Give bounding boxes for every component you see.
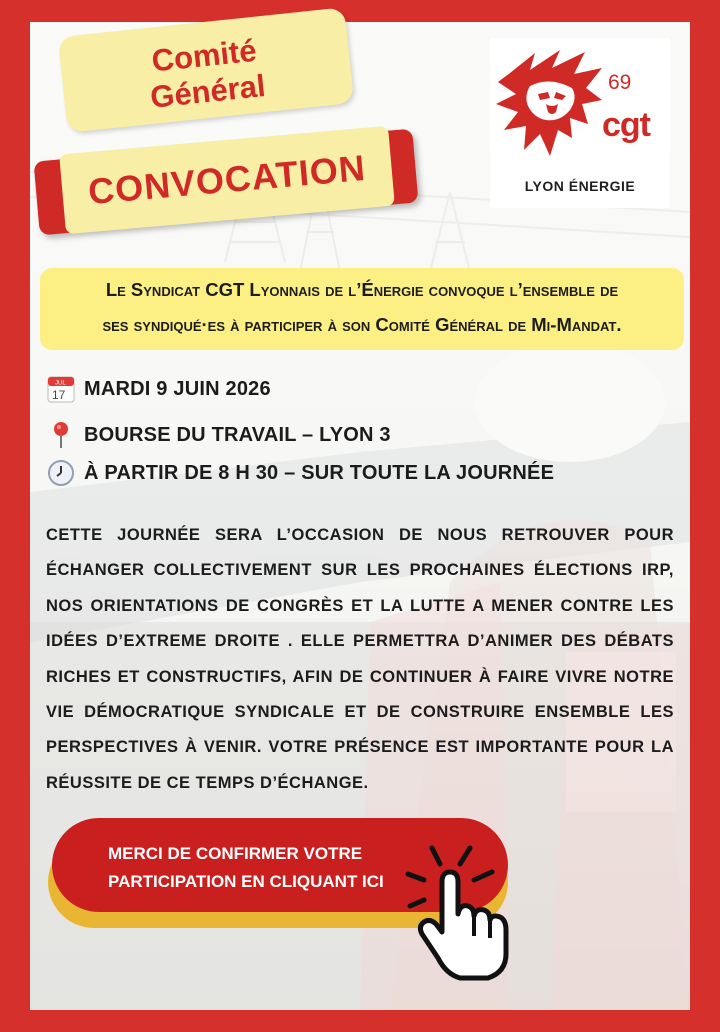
cta-line-2: PARTICIPATION EN CLIQUANT ICI (108, 872, 384, 891)
cgt-lyon-energie-logo (490, 38, 670, 208)
detail-time (46, 456, 554, 490)
intro-text (40, 272, 684, 342)
convocation-title: CONVOCATION (86, 146, 368, 213)
logo-number: 69 (608, 71, 632, 94)
calendar-day: 17 (52, 388, 66, 402)
detail-location-text: BOURSE DU TRAVAIL – LYON 3 (84, 423, 391, 446)
intro-line-1: Le Syndicat CGT Lyonnais de l’Énergie convoque l’ensemble de (105, 279, 619, 300)
detail-time-text: À PARTIR DE 8 H 30 – SUR TOUTE LA JOURNÉE (84, 461, 555, 484)
pointing-hand-icon (402, 842, 522, 982)
badge-line-2: Général (148, 67, 268, 115)
body-paragraph: CETTE JOURNÉE SERA L’OCCASION DE NOUS RETROUVER POUR ÉCHANGER COLLECTIVEMENT SUR LES PROCHAINES ÉLECTIONS IRP, NOS ORIENTATIONS DE CONGRÈS ET LA LUTTE A MENER CONTRE LES IDÉES D’EXTREME DROITE . ELLE PERMETTRA D’ANIMER DES DÉBATS RICHES ET CONSTRUCTIFS, AFIN DE CONTINUER À FAIRE VIVRE NOTRE VIE DÉMOCRATIQUE SYNDICALE ET DE CONSTRUIRE ENSEMBLE LES PERSPECTIVES À VENIR. VOTRE PRÉSENCE EST IMPORTANTE POUR LA RÉUSSITE DE CE TEMPS D’ÉCHANGE. (46, 526, 674, 792)
logo-subtitle: LYON ÉNERGIE (524, 178, 636, 194)
clock-icon (46, 458, 76, 488)
badge-line-1: Comité (149, 32, 259, 79)
calendar-icon (46, 374, 76, 404)
detail-date-text: MARDI 9 JUIN 2026 (84, 377, 271, 400)
cta-line-1: MERCI DE CONFIRMER VOTRE (108, 844, 363, 863)
cta-label (108, 840, 398, 896)
logo-brand: cgt (602, 106, 650, 144)
detail-location (46, 418, 391, 452)
pin-icon (46, 420, 76, 450)
calendar-month: JUL (55, 380, 66, 387)
intro-line-2: ses syndiqué·es à participer à son Comité Général de Mi-Mandat. (102, 314, 622, 335)
detail-date (46, 372, 271, 406)
